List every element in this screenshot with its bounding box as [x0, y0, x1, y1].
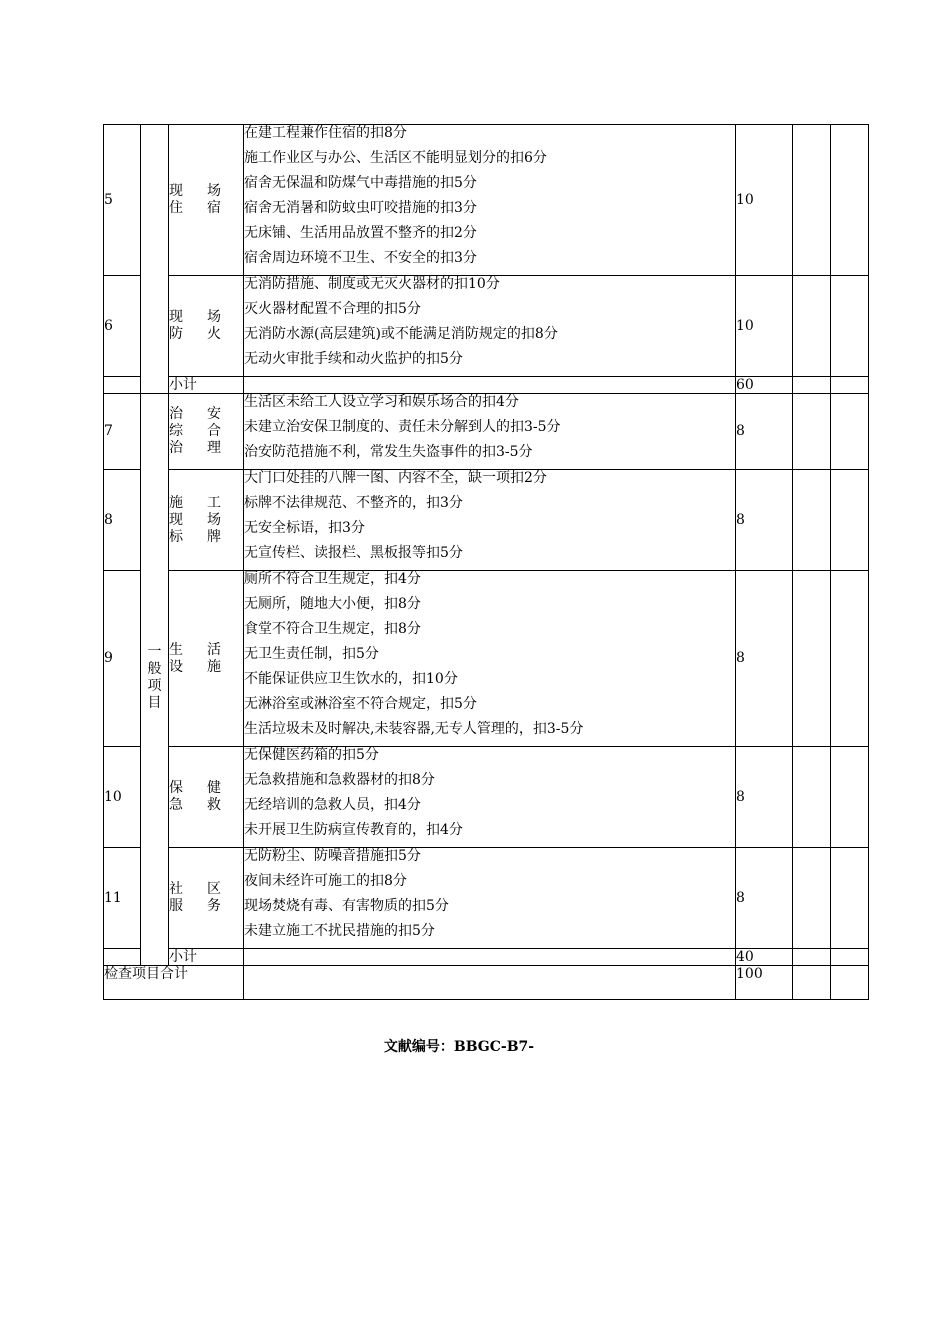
item-name-cell: 社 区 服 务	[169, 848, 244, 949]
deduction-details: 大门口处挂的八牌一图、内容不全，缺一项扣2分 标牌不法律规范、不整齐的，扣3分 无安全标语，扣3分 无宣传栏、读报栏、黑板报等扣5分	[244, 470, 736, 571]
table-row	[104, 571, 869, 747]
blank-cell	[793, 377, 831, 394]
total-label: 检查项目合计	[104, 966, 244, 1000]
deduction-details: 厕所不符合卫生规定，扣4分 无厕所，随地大小便，扣8分 食堂不符合卫生规定，扣8分 无卫生责任制，扣5分 不能保证供应卫生饮水的，扣10分 无淋浴室或淋浴室不符合规定，扣5分 生活垃圾未及时解决,未装容器,无专人管理的，扣3-5分	[244, 571, 736, 747]
table-row	[104, 125, 869, 276]
deduction-details: 无保健医药箱的扣5分 无急救措施和急救器材的扣8分 无经培训的急救人员，扣4分 未开展卫生防病宣传教育的，扣4分	[244, 747, 736, 848]
blank-cell	[793, 394, 831, 470]
item-name-cell: 保 健 急 救	[169, 747, 244, 848]
blank-cell	[831, 571, 869, 747]
subtotal-label: 小计	[169, 377, 244, 394]
blank-cell	[793, 276, 831, 377]
table-row	[104, 470, 869, 571]
item-name-cell: 施 工 现 场 标 牌	[169, 470, 244, 571]
blank-cell	[244, 949, 736, 966]
blank-cell	[831, 470, 869, 571]
item-number: 5	[104, 125, 141, 276]
blank-cell	[793, 125, 831, 276]
score-cell: 8	[736, 571, 793, 747]
blank-cell	[793, 949, 831, 966]
subtotal-value: 60	[736, 377, 793, 394]
inspection-table	[103, 124, 869, 1000]
item-name-cell: 现 场 住 宿	[169, 125, 244, 276]
total-row	[104, 966, 869, 1000]
table-row	[104, 394, 869, 470]
subtotal-label: 小计	[169, 949, 244, 966]
blank-cell	[831, 966, 869, 1000]
category-cell-upper	[141, 125, 169, 394]
blank-cell	[793, 966, 831, 1000]
blank-cell	[793, 747, 831, 848]
subtotal-value: 40	[736, 949, 793, 966]
blank-cell	[831, 747, 869, 848]
blank-cell	[831, 377, 869, 394]
deduction-details: 在建工程兼作住宿的扣8分 施工作业区与办公、生活区不能明显划分的扣6分 宿舍无保温和防煤气中毒措施的扣5分 宿舍无消暑和防蚊虫叮咬措施的扣3分 无床铺、生活用品放置不整齐的扣2分 宿舍周边环境不卫生、不安全的扣3分	[244, 125, 736, 276]
item-number: 8	[104, 470, 141, 571]
deduction-details: 生活区未给工人设立学习和娱乐场合的扣4分 未建立治安保卫制度的、责任未分解到人的扣3-5分 治安防范措施不利，常发生失盗事件的扣3-5分	[244, 394, 736, 470]
table-row	[104, 747, 869, 848]
blank-cell	[244, 966, 736, 1000]
blank-cell	[793, 470, 831, 571]
blank-cell	[831, 848, 869, 949]
item-name-cell: 治 安 综 合 治 理	[169, 394, 244, 470]
blank-cell	[831, 125, 869, 276]
document-number: 文献编号：BBGC-B7-	[383, 1039, 535, 1055]
blank-cell	[793, 571, 831, 747]
score-cell: 8	[736, 747, 793, 848]
deduction-details: 无消防措施、制度或无灭火器材的扣10分 灭火器材配置不合理的扣5分 无消防水源(高层建筑)或不能满足消防规定的扣8分 无动火审批手续和动火监护的扣5分	[244, 276, 736, 377]
blank-cell	[831, 949, 869, 966]
total-value: 100	[736, 966, 793, 1000]
item-number: 11	[104, 848, 141, 949]
deduction-details: 无防粉尘、防噪音措施扣5分 夜间未经许可施工的扣8分 现场焚烧有毒、有害物质的扣5分 未建立施工不扰民措施的扣5分	[244, 848, 736, 949]
subtotal-row	[104, 377, 869, 394]
item-number: 7	[104, 394, 141, 470]
table-row	[104, 848, 869, 949]
score-cell: 8	[736, 848, 793, 949]
score-cell: 10	[736, 276, 793, 377]
blank-cell	[244, 377, 736, 394]
blank-cell	[104, 949, 141, 966]
score-cell: 8	[736, 394, 793, 470]
item-number: 6	[104, 276, 141, 377]
blank-cell	[793, 848, 831, 949]
item-number: 10	[104, 747, 141, 848]
blank-cell	[104, 377, 141, 394]
table-row	[104, 276, 869, 377]
score-cell: 10	[736, 125, 793, 276]
blank-cell	[831, 394, 869, 470]
blank-cell	[831, 276, 869, 377]
item-number: 9	[104, 571, 141, 747]
item-name-cell: 生 活 设 施	[169, 571, 244, 747]
subtotal-row	[104, 949, 869, 966]
score-cell: 8	[736, 470, 793, 571]
item-name-cell: 现 场 防 火	[169, 276, 244, 377]
category-general-cell: 一 般 项 目	[141, 394, 169, 966]
